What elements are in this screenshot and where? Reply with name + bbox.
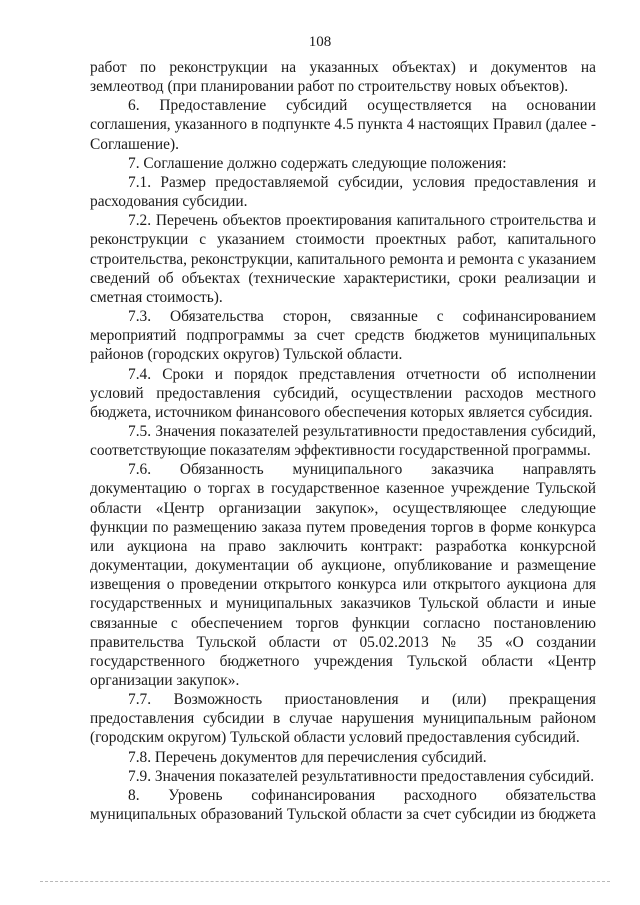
paragraph-7-4: 7.4. Сроки и порядок представления отчетности об исполнении условий предоставления субсидий, осуществлении расходов местного бюджета, источником финансового обеспечения которых является субсидия. xyxy=(90,365,596,421)
document-body xyxy=(90,58,596,824)
paragraph-8: 8. Уровень софинансирования расходного обязательства муниципальных образований Тульской области за счет субсидии из бюджета xyxy=(90,786,596,824)
paragraph-7-8: 7.8. Перечень документов для перечисления субсидий. xyxy=(128,748,487,766)
paragraph-7-7: 7.7. Возможность приостановления и (или) прекращения предоставления субсидии в случае нарушения муниципальным районом (городским округом) Тульской области условий предоставления субсидий. xyxy=(90,691,596,747)
page-number: 108 xyxy=(308,34,332,50)
paragraph-7-6: 7.6. Обязанность муниципального заказчика направлять документацию о торгах в государственное казенное учреждение Тульской области «Центр организации закупок», осуществляющее следующие функции по размещению заказа путем проведения торгов в форме конкурса или аукциона на право заключить контракт: разработка конкурсной документации, документации об аукционе, опубликование и размещение извещения о проведении открытого конкурса или открытого аукциона для государственных и муниципальных заказчиков Тульской области и иные связанные с обеспечением торгов функции согласно постановлению правительства Тульской области от 05.02.2013 № 35 «О создании государственного бюджетного учреждения Тульской области «Центр организации закупок». xyxy=(90,461,596,689)
paragraph-7-2: 7.2. Перечень объектов проектирования капитального строительства и реконструкции с указанием стоимости проектных работ, капитального строительства, реконструкции, капитального ремонта и ремонта с указанием сведений об объектах (технические характеристики, сроки реализации и сметная стоимость). xyxy=(90,212,596,306)
paragraph-continuation: работ по реконструкции на указанных объектах) и документов на землеотвод (при планировании работ по строительству новых объектов). xyxy=(90,59,596,96)
paragraph-7: 7. Соглашение должно содержать следующие положения: xyxy=(128,154,507,172)
paragraph-7-9: 7.9. Значения показателей результативности предоставления субсидий. xyxy=(128,767,595,785)
paragraph-6: 6. Предоставление субсидий осуществляется на основании соглашения, указанного в подпункте 4.5 пункта 4 настоящих Правил (далее - Соглашение). xyxy=(90,97,596,153)
scan-edge-divider xyxy=(40,881,610,882)
paragraph-7-1: 7.1. Размер предоставляемой субсидии, условия предоставления и расходования субсидии. xyxy=(90,173,596,211)
paragraph-7-5: 7.5. Значения показателей результативности предоставления субсидий, соответствующие показателям эффективности государственной программы. xyxy=(90,422,596,460)
paragraph-7-3: 7.3. Обязательства сторон, связанные с софинансированием мероприятий подпрограммы за счет средств бюджетов муниципальных районов (городских округов) Тульской области. xyxy=(90,308,596,364)
